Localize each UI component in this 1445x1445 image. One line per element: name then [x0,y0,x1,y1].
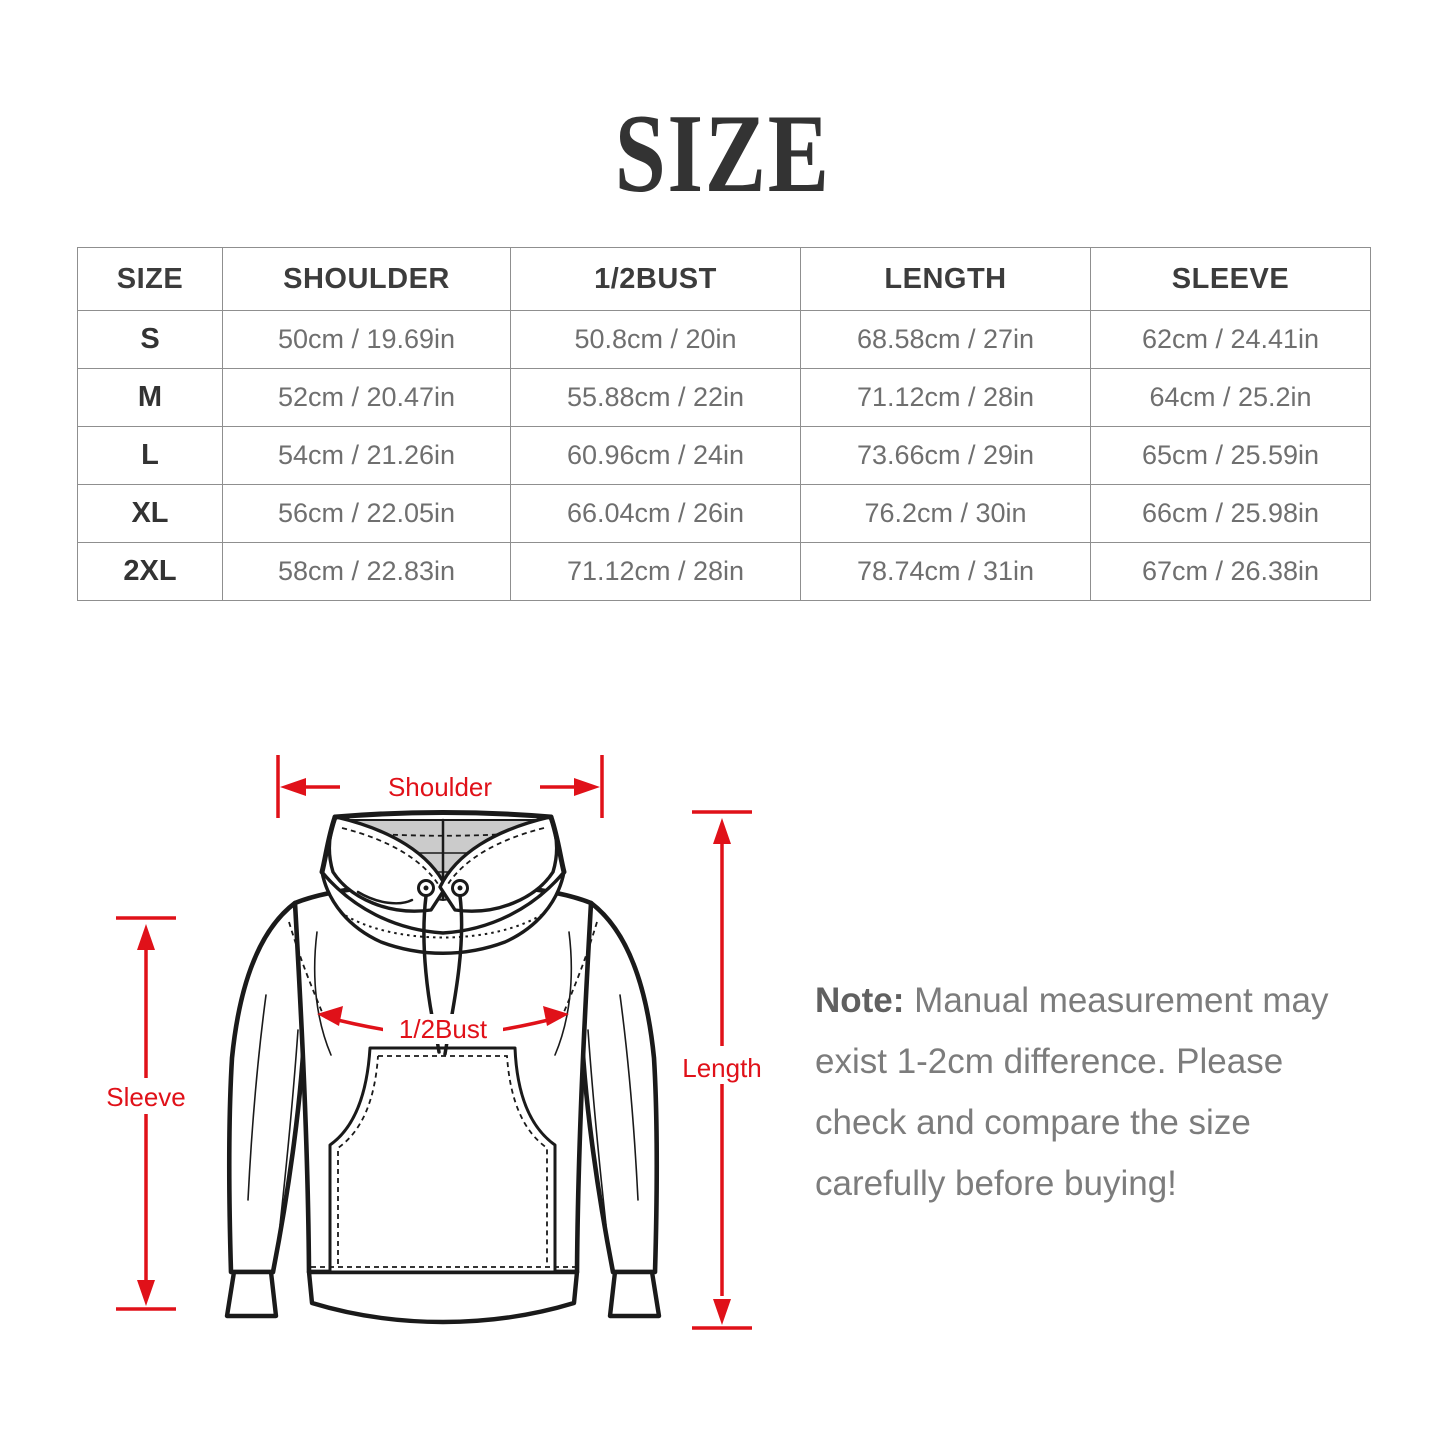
size-cell: 2XL [78,543,223,601]
measurement-cell: 52cm / 20.47in [223,369,511,427]
note-line [815,970,1329,1031]
measurement-cell: 62cm / 24.41in [1091,311,1371,369]
measurement-cell: 71.12cm / 28in [801,369,1091,427]
measurement-cell: 66.04cm / 26in [511,485,801,543]
hem-band [309,1272,577,1322]
table-row [78,485,1371,543]
measurement-cell: 78.74cm / 31in [801,543,1091,601]
note-text: Manual measurement may [914,981,1329,1020]
note-line: check and compare the size [815,1103,1251,1142]
hoodie-line-drawing [90,740,790,1360]
table-row [78,427,1371,485]
measurement-cell: 68.58cm / 27in [801,311,1091,369]
size-table [77,247,1371,601]
measurement-cell: 56cm / 22.05in [223,485,511,543]
shoulder-measure-label: Shoulder [340,772,540,802]
table-header-row [78,248,1371,311]
measurement-cell: 65cm / 25.59in [1091,427,1371,485]
measurement-cell: 58cm / 22.83in [223,543,511,601]
note-line: exist 1-2cm difference. Please [815,1042,1284,1081]
measurement-cell: 67cm / 26.38in [1091,543,1371,601]
measurement-cell: 73.66cm / 29in [801,427,1091,485]
table-row [78,543,1371,601]
measurement-cell: 76.2cm / 30in [801,485,1091,543]
table-row [78,311,1371,369]
length-measure-label: Length [662,1053,782,1083]
col-header-length: LENGTH [801,248,1091,311]
size-cell: S [78,311,223,369]
sleeve-measure-label: Sleeve [86,1082,206,1112]
measurement-cell: 60.96cm / 24in [511,427,801,485]
measurement-cell: 54cm / 21.26in [223,427,511,485]
col-header-bust: 1/2BUST [511,248,801,311]
table-row [78,369,1371,427]
measurement-cell: 66cm / 25.98in [1091,485,1371,543]
measurement-cell: 50.8cm / 20in [511,311,801,369]
measurement-cell: 64cm / 25.2in [1091,369,1371,427]
title-wrap [0,92,1445,216]
size-cell: XL [78,485,223,543]
col-header-sleeve: SLEEVE [1091,248,1371,311]
note-line: carefully before buying! [815,1164,1177,1203]
size-cell: M [78,369,223,427]
measurement-cell: 55.88cm / 22in [511,369,801,427]
note-label: Note: [815,981,905,1020]
page-title: SIZE [614,92,831,216]
sleeve-arrow [116,918,176,1309]
size-cell: L [78,427,223,485]
bust-measure-label: 1/2Bust [383,1014,503,1044]
col-header-shoulder: SHOULDER [223,248,511,311]
col-header-size: SIZE [78,248,223,311]
measurement-cell: 71.12cm / 28in [511,543,801,601]
note-block [815,970,1329,1214]
measurement-cell: 50cm / 19.69in [223,311,511,369]
